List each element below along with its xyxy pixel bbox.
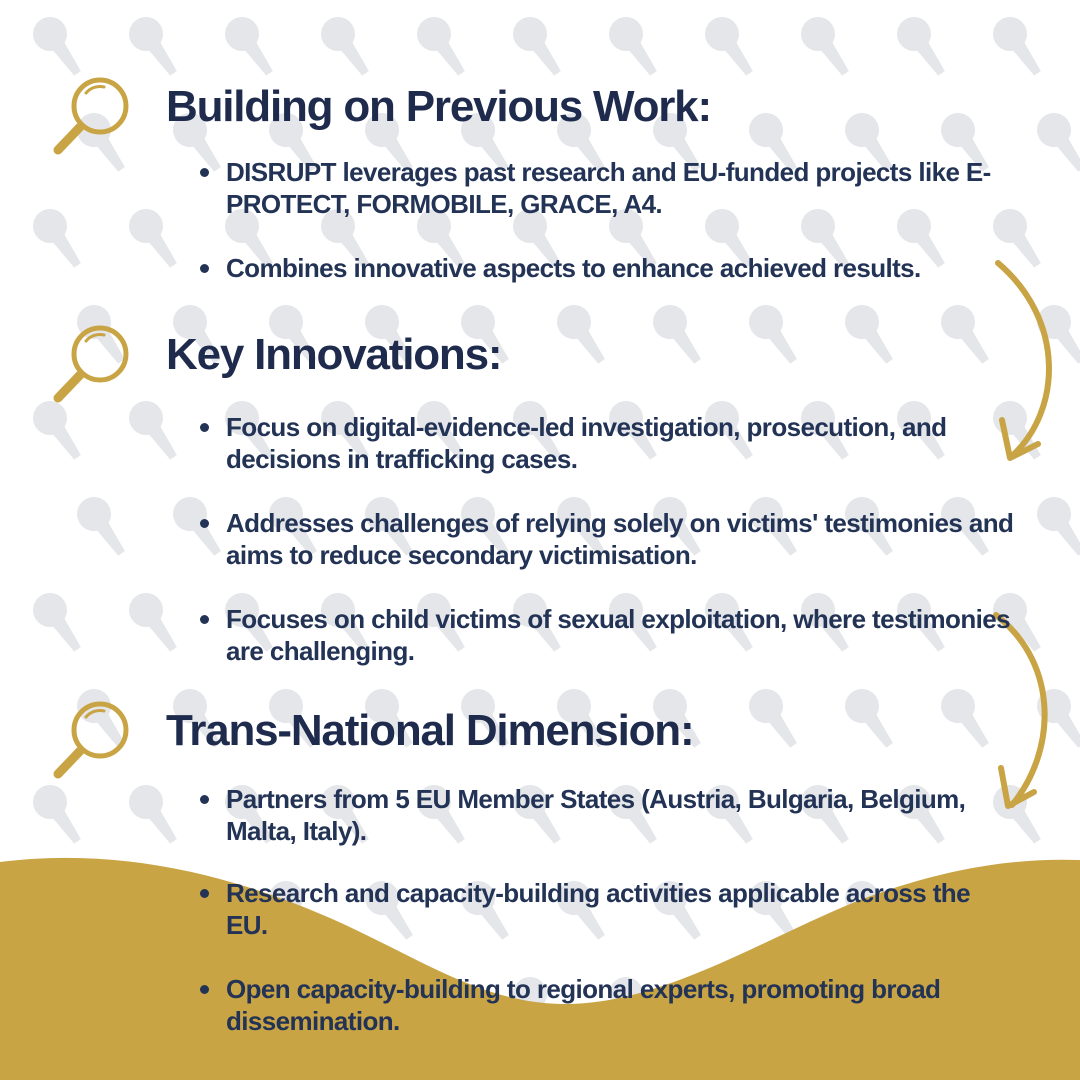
bullet-text: Addresses challenges of relying solely on victims' testimonies and aims to reduce secondary victimisation.	[226, 508, 1014, 570]
section-title: Trans-National Dimension:	[166, 706, 694, 755]
section-title: Key Innovations:	[166, 330, 502, 379]
bullet-item	[196, 783, 1016, 847]
bullet-item	[196, 973, 1016, 1037]
bullet-text: Research and capacity-building activities applicable across the EU.	[226, 878, 970, 940]
bullet-text: Focuses on child victims of sexual exploitation, where testimonies are challenging.	[226, 604, 1010, 666]
bullet-text: DISRUPT leverages past research and EU-funded projects like E-PROTECT, FORMOBILE, GRACE, A4.	[226, 157, 991, 219]
magnifying-glass-icon	[52, 700, 132, 780]
section-title: Building on Previous Work:	[166, 82, 711, 131]
bullet-text: Open capacity-building to regional experts, promoting broad dissemination.	[226, 974, 941, 1036]
bullet-item	[196, 877, 1016, 941]
bullet-dot-icon	[200, 985, 209, 994]
bullet-text: Focus on digital-evidence-led investigation, prosecution, and decisions in trafficking cases.	[226, 412, 947, 474]
bullet-dot-icon	[200, 889, 209, 898]
bullet-text: Combines innovative aspects to enhance achieved results.	[226, 253, 921, 283]
bullet-dot-icon	[200, 795, 209, 804]
bullet-text: Partners from 5 EU Member States (Austria, Bulgaria, Belgium, Malta, Italy).	[226, 784, 966, 846]
